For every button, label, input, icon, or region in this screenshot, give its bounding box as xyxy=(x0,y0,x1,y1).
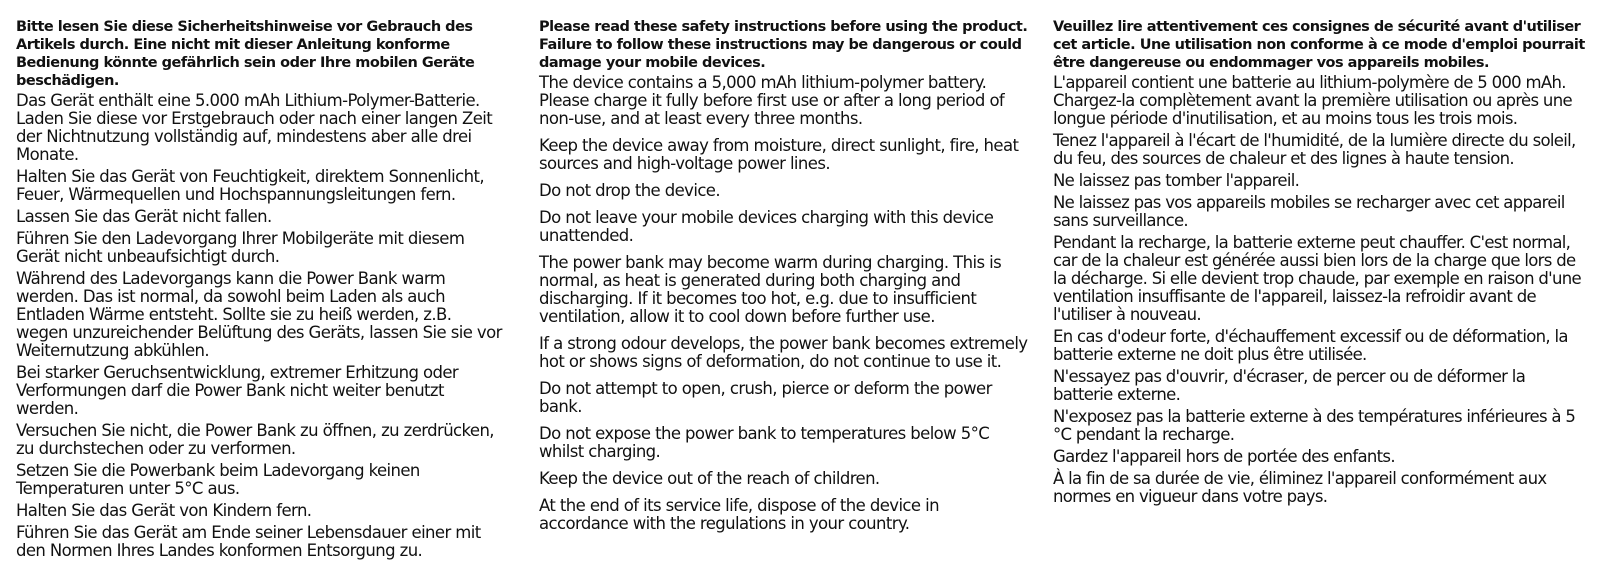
safety-item: Versuchen Sie nicht, die Power Bank zu öffnen, zu zerdrücken, zu durchstechen oder zu verformen. xyxy=(16,421,494,458)
safety-list-english xyxy=(539,74,1029,533)
safety-column-english xyxy=(539,18,1029,542)
safety-list-german xyxy=(16,92,506,560)
safety-item: Keep the device out of the reach of children. xyxy=(539,469,880,488)
safety-item: En cas d'odeur forte, d'échauffement excessif ou de déformation, la batterie externe ne doit plus être utilisée. xyxy=(1053,327,1568,364)
safety-item: Ne laissez pas vos appareils mobiles se recharger avec cet appareil sans surveillance. xyxy=(1053,193,1565,230)
safety-item: Do not leave your mobile devices charging with this device unattended. xyxy=(539,208,994,245)
safety-item: Tenez l'appareil à l'écart de l'humidité, de la lumière directe du soleil, du feu, des sources de chaleur et des lignes à haute tension. xyxy=(1053,131,1576,168)
safety-item: Do not drop the device. xyxy=(539,181,720,200)
safety-item: Do not expose the power bank to temperatures below 5°C whilst charging. xyxy=(539,424,990,461)
safety-item: Bei starker Geruchsentwicklung, extremer Erhitzung oder Verformungen darf die Power Bank nicht weiter benutzt werden. xyxy=(16,363,459,418)
safety-item: If a strong odour develops, the power bank becomes extremely hot or shows signs of deformation, do not continue to use it. xyxy=(539,334,1028,371)
safety-list-french xyxy=(1053,74,1587,506)
safety-item: Halten Sie das Gerät von Kindern fern. xyxy=(16,501,312,520)
safety-item: Ne laissez pas tomber l'appareil. xyxy=(1053,171,1300,190)
safety-item: The device contains a 5,000 mAh lithium-polymer battery. Please charge it fully before first use or after a long period of non-use, and at least every three months. xyxy=(539,73,1005,128)
safety-item: Halten Sie das Gerät von Feuchtigkeit, direktem Sonnenlicht, Feuer, Wärmequellen und Hochspannungsleitungen fern. xyxy=(16,167,484,204)
safety-item: Führen Sie den Ladevorgang Ihrer Mobilgeräte mit diesem Gerät nicht unbeaufsichtigt durch. xyxy=(16,229,465,266)
safety-item: Setzen Sie die Powerbank beim Ladevorgang keinen Temperaturen unter 5°C aus. xyxy=(16,461,420,498)
safety-item: At the end of its service life, dispose of the device in accordance with the regulations in your country. xyxy=(539,496,939,533)
safety-column-german xyxy=(16,18,506,564)
safety-item: Do not attempt to open, crush, pierce or deform the power bank. xyxy=(539,379,992,416)
safety-item: Keep the device away from moisture, direct sunlight, fire, heat sources and high-voltage power lines. xyxy=(539,136,1019,173)
safety-item: Während des Ladevorgangs kann die Power Bank warm werden. Das ist normal, da sowohl beim Laden als auch Entladen Wärme entsteht. Sollte sie zu heiß werden, z.B. wegen unzureichender Belüftung des Geräts, lassen Sie sie vor Weiternutzung abkühlen. xyxy=(16,269,502,360)
safety-item: Gardez l'appareil hors de portée des enfants. xyxy=(1053,447,1395,466)
safety-heading-french: Veuillez lire attentivement ces consignes de sécurité avant d'utiliser cet article. Une utilisation non conforme à ce mode d'emploi pourrait être dangereuse ou endommager vos appareils mobiles. xyxy=(1053,19,1585,71)
safety-item: N'essayez pas d'ouvrir, d'écraser, de percer ou de déformer la batterie externe. xyxy=(1053,367,1526,404)
safety-item: Lassen Sie das Gerät nicht fallen. xyxy=(16,207,272,226)
safety-item: L'appareil contient une batterie au lithium-polymère de 5 000 mAh. Chargez-la complètement avant la première utilisation ou après une longue période d'inutilisation, et au moins tous les trois mois. xyxy=(1053,73,1572,128)
safety-heading-english: Please read these safety instructions before using the product. Failure to follow these instructions may be dangerous or could damage your mobile devices. xyxy=(539,19,1028,71)
safety-item: À la fin de sa durée de vie, éliminez l'appareil conformément aux normes en vigueur dans votre pays. xyxy=(1053,469,1547,506)
safety-item: N'exposez pas la batterie externe à des températures inférieures à 5 °C pendant la recharge. xyxy=(1053,407,1576,444)
safety-heading-german: Bitte lesen Sie diese Sicherheitshinweise vor Gebrauch des Artikels durch. Eine nicht mit dieser Anleitung konforme Bedienung könnte gefährlich sein oder Ihre mobilen Geräte beschädigen. xyxy=(16,19,475,89)
safety-item: Das Gerät enthält eine 5.000 mAh Lithium-Polymer-Batterie. Laden Sie diese vor Erstgebrauch oder nach einer langen Zeit der Nichtnutzung vollständig auf, mindestens aber alle drei Monate. xyxy=(16,91,493,164)
safety-item: Führen Sie das Gerät am Ende seiner Lebensdauer einer mit den Normen Ihres Landes konformen Entsorgung zu. xyxy=(16,523,481,560)
safety-column-french xyxy=(1053,18,1587,510)
safety-item: Pendant la recharge, la batterie externe peut chauffer. C'est normal, car de la chaleur est générée aussi bien lors de la charge que lors de la décharge. Si elle devient trop chaude, par exemple en raison d'une ventilation insuffisante de l'appareil, laissez-la refroidir avant de l'utiliser à nouveau. xyxy=(1053,233,1581,324)
safety-item: The power bank may become warm during charging. This is normal, as heat is generated during both charging and discharging. If it becomes too hot, e.g. due to insufficient ventilation, allow it to cool down before further use. xyxy=(539,253,1002,326)
